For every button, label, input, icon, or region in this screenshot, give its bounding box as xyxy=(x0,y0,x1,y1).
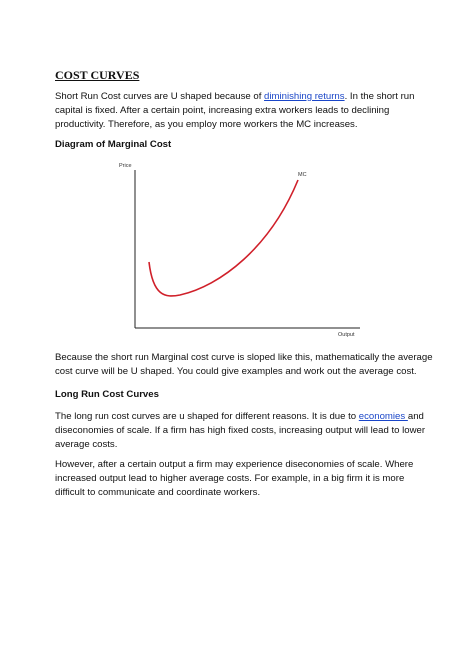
paragraph-mc-explanation: Because the short run Marginal cost curve is sloped like this, mathematically the average cost curve will be U shaped. You could give examples and work out the average cost. xyxy=(55,352,433,377)
paragraph-text: The long run cost curves are u shaped for different reasons. It is due to xyxy=(55,411,359,422)
economies-link[interactable]: economies xyxy=(358,411,408,422)
diagram-heading: Diagram of Marginal Cost xyxy=(55,139,172,150)
paragraph-text: . In the short run capital is fixed. After a certain point, increasing extra workers leads to declining productivity. Therefore, as you employ more workers the MC increases. xyxy=(55,91,415,130)
paragraph-short-run xyxy=(55,90,435,132)
diminishing-returns-link[interactable]: diminishing returns xyxy=(264,91,345,102)
mc-curve xyxy=(149,180,298,296)
long-run-heading: Long Run Cost Curves xyxy=(55,389,159,400)
y-axis-label: Price xyxy=(119,163,132,169)
paragraph-text: Short Run Cost curves are U shaped because of xyxy=(55,91,265,102)
marginal-cost-diagram xyxy=(110,158,370,343)
paragraph-text: and diseconomies of scale. If a firm has high fixed costs, increasing output will lead to lower average costs. xyxy=(55,411,426,450)
x-axis-label: Output xyxy=(338,332,355,338)
document-title: COST CURVES xyxy=(55,68,140,82)
mc-curve-label: MC xyxy=(298,172,307,178)
paragraph-diseconomies: However, after a certain output a firm may experience diseconomies of scale. Where increased output lead to higher average costs. For example, in a big firm it is more difficult to communicate and coordinate workers. xyxy=(55,459,414,498)
paragraph-long-run xyxy=(55,410,435,452)
